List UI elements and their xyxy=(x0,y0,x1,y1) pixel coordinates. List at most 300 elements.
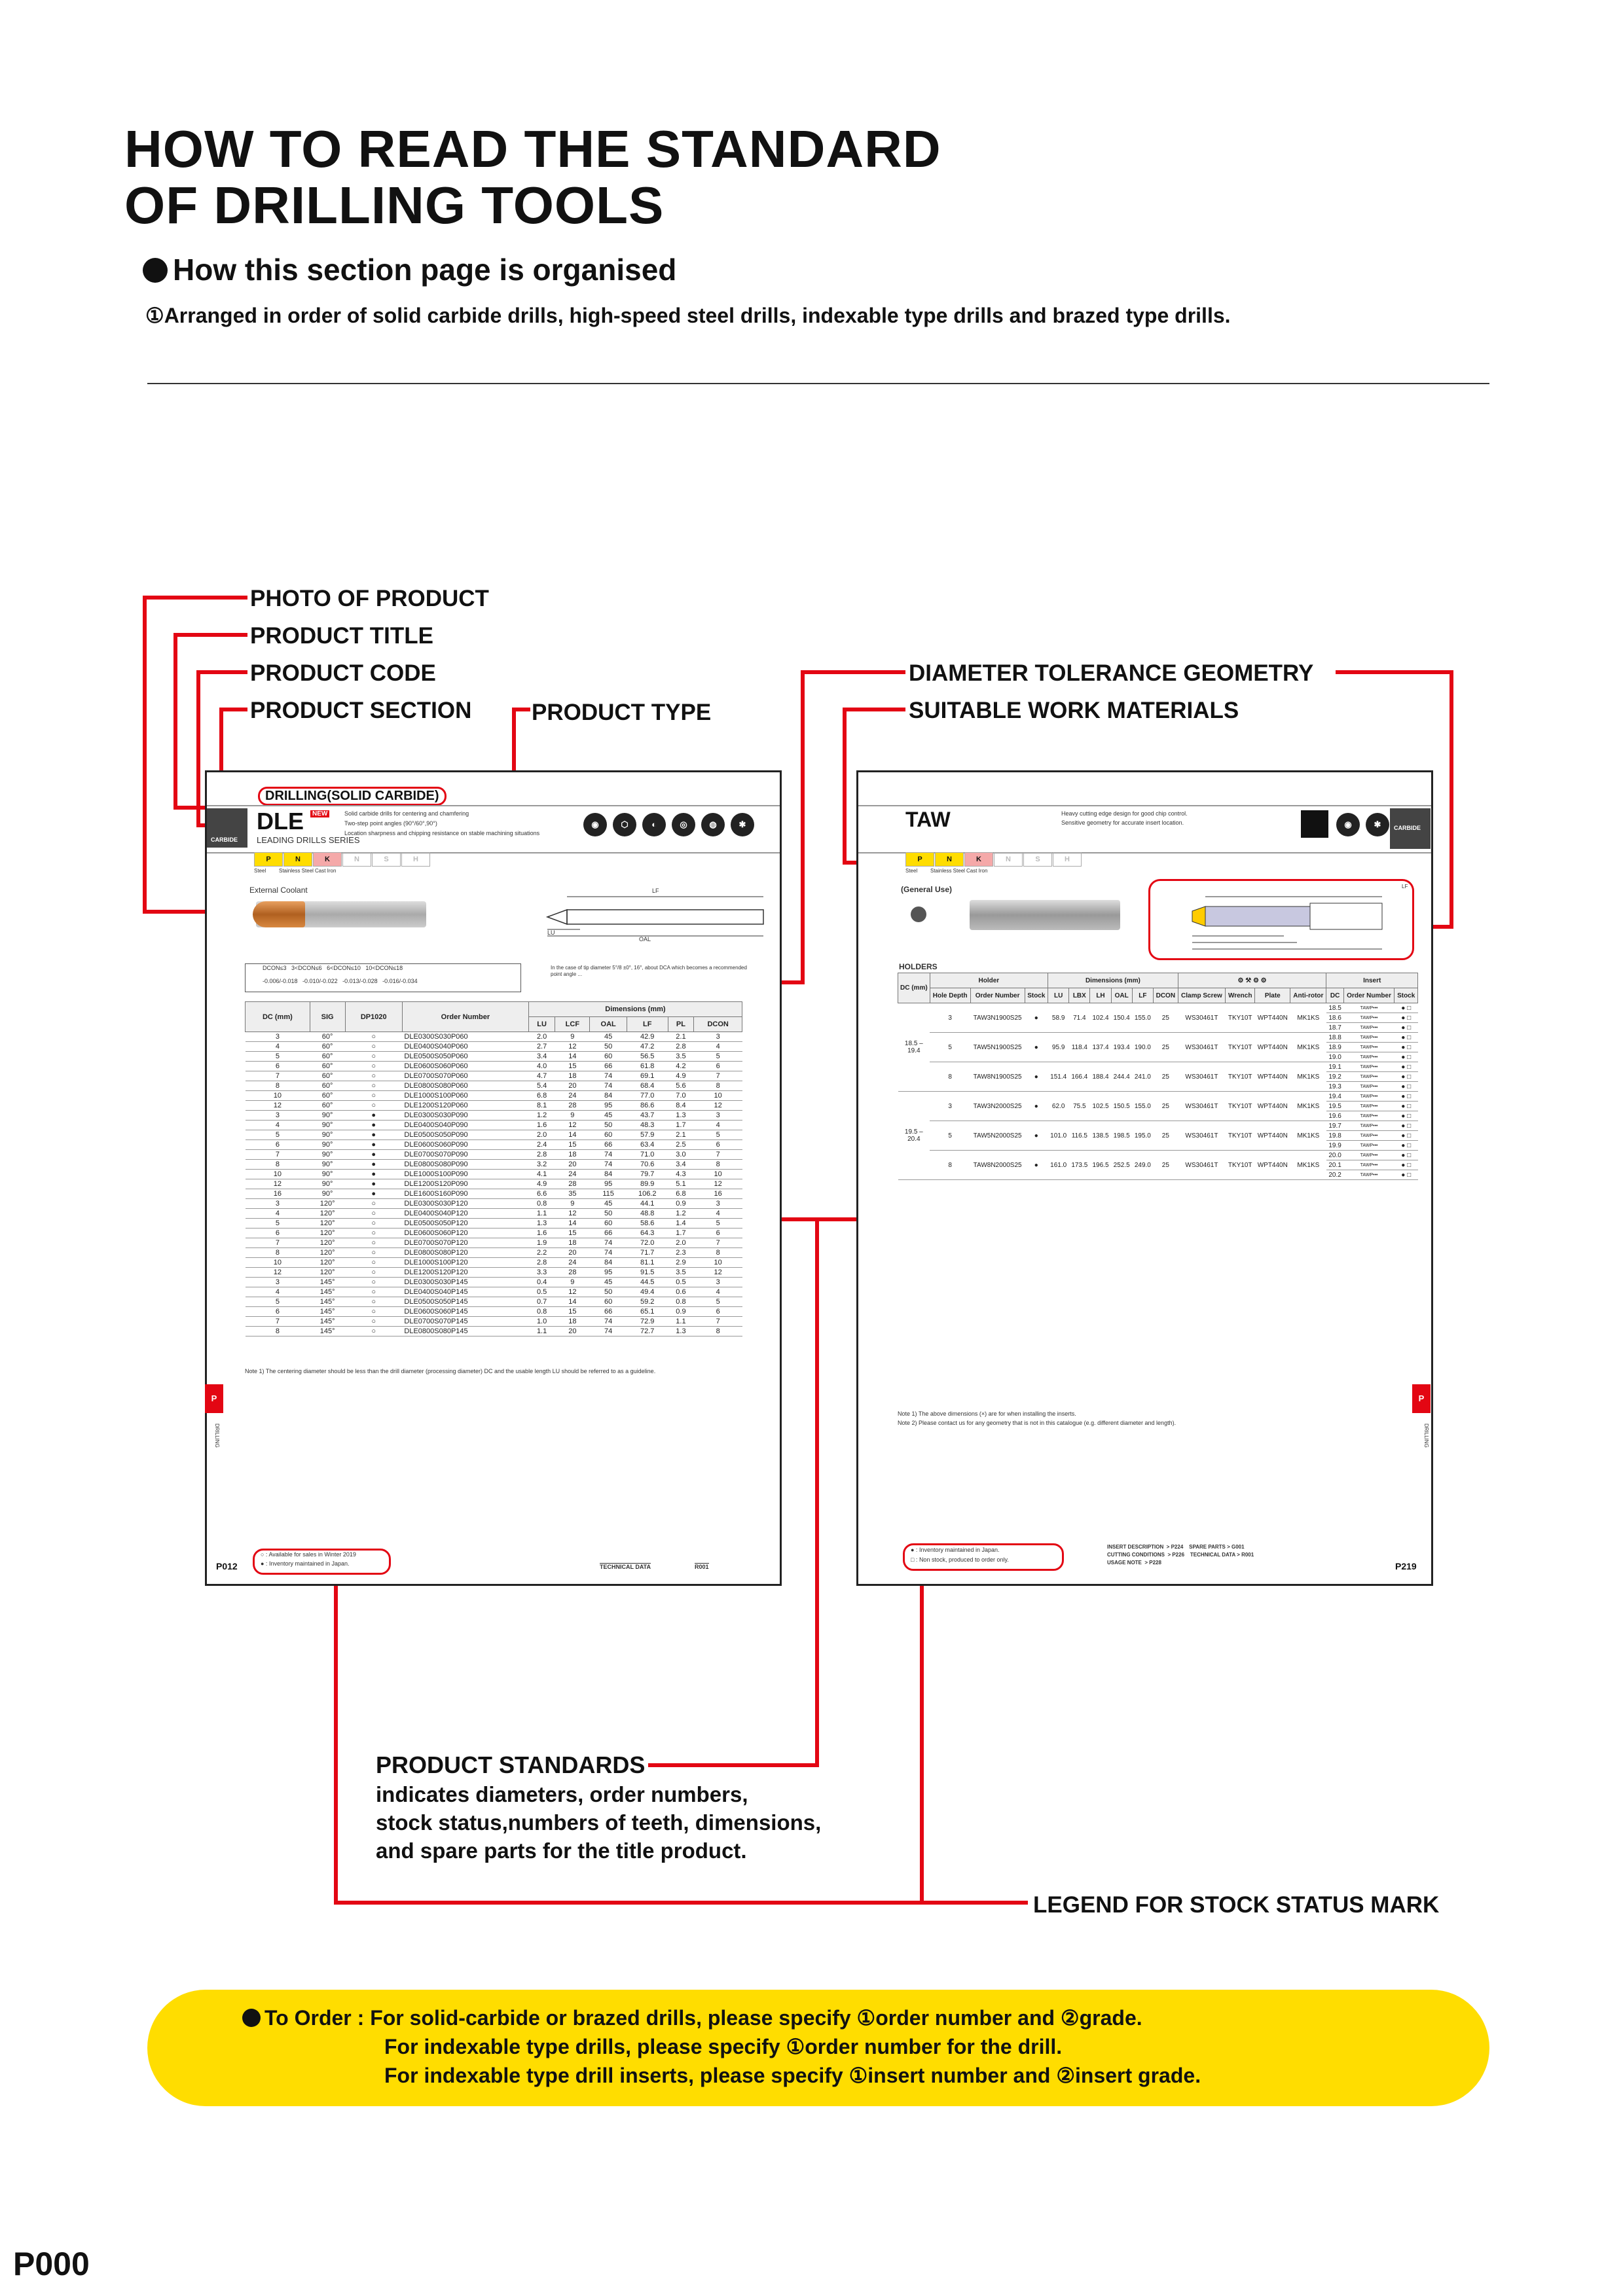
table-cell: 1.3 xyxy=(668,1327,694,1336)
coolant-icon-right: ◉ xyxy=(1336,813,1360,836)
tolerance-header: DCON≤3 3<DCON≤6 6<DCON≤10 10<DCON≤18 xyxy=(263,965,403,971)
table-cell: 1.7 xyxy=(668,1229,694,1238)
col-dc: DC (mm) xyxy=(246,1002,310,1032)
right-catalog-page xyxy=(856,770,1433,1586)
table-cell: ○ xyxy=(345,1219,402,1229)
order-line-2: For indexable type drills, please specify ①order number for the drill. xyxy=(384,2035,1063,2058)
table-row xyxy=(898,1033,1418,1043)
table-cell: WS30461T xyxy=(1178,1003,1225,1033)
table-cell: 25 xyxy=(1153,1033,1178,1062)
table-cell: ● xyxy=(345,1160,402,1170)
table-cell: 4.1 xyxy=(528,1170,555,1179)
table-cell: 1.9 xyxy=(528,1238,555,1248)
legend-right-2: □ : Non stock, produced to order only. xyxy=(911,1556,1009,1563)
table-cell: 16 xyxy=(246,1189,310,1199)
table-cell: DLE0400S040P090 xyxy=(402,1121,528,1130)
table-cell: ○ xyxy=(345,1071,402,1081)
callout-section: PRODUCT SECTION xyxy=(250,698,472,723)
insert-dc: 19.8 xyxy=(1326,1131,1343,1141)
table-row xyxy=(246,1297,742,1307)
table-cell: 90° xyxy=(310,1140,345,1150)
section-heading-text: How this section page is organised xyxy=(173,253,677,287)
table-cell: 14 xyxy=(555,1219,590,1229)
table-cell: 4.0 xyxy=(528,1062,555,1071)
insert-order: TAWP••• xyxy=(1343,1111,1395,1121)
table-cell: 15 xyxy=(555,1229,590,1238)
table-cell: ○ xyxy=(345,1081,402,1091)
table-cell: 198.5 xyxy=(1111,1121,1132,1151)
table-cell: 90° xyxy=(310,1189,345,1199)
material-h-right: H xyxy=(1053,852,1082,867)
table-cell: 8 xyxy=(930,1151,970,1180)
legend-left-2: ● : Inventory maintained in Japan. xyxy=(261,1560,350,1567)
table-cell: 145° xyxy=(310,1327,345,1336)
table-row xyxy=(246,1091,742,1101)
insert-dc: 19.4 xyxy=(1326,1092,1343,1102)
table-cell: 2.2 xyxy=(528,1248,555,1258)
table-cell: 2.8 xyxy=(528,1150,555,1160)
table-cell: 5 xyxy=(930,1121,970,1151)
table-cell: 63.4 xyxy=(627,1140,668,1150)
table-cell: 6 xyxy=(246,1062,310,1071)
table-cell: ● xyxy=(345,1150,402,1160)
table-cell: DLE0300S030P090 xyxy=(402,1111,528,1121)
table-cell: ● xyxy=(345,1170,402,1179)
table-row xyxy=(246,1160,742,1170)
table-cell: 59.2 xyxy=(627,1297,668,1307)
table-cell: 84 xyxy=(590,1258,627,1268)
table-cell: 1.1 xyxy=(528,1209,555,1219)
table-cell: 244.4 xyxy=(1111,1062,1132,1092)
insert-order: TAWP••• xyxy=(1343,1170,1395,1180)
table-row xyxy=(246,1130,742,1140)
table-cell: 25 xyxy=(1153,1151,1178,1180)
holder-dimension-drawing xyxy=(1159,884,1402,956)
table-cell: 195.0 xyxy=(1132,1121,1153,1151)
table-row xyxy=(246,1081,742,1091)
table-cell: 4 xyxy=(694,1042,742,1052)
table-cell: DLE0700S070P090 xyxy=(402,1150,528,1160)
bullet-2: Two-step point angles (90°/60°,90°) xyxy=(344,820,437,827)
table-cell: MK1KS xyxy=(1290,1003,1326,1033)
table-cell: 190.0 xyxy=(1132,1033,1153,1062)
table-cell: ● xyxy=(1025,1003,1048,1033)
side-tab-right[interactable]: P xyxy=(1412,1384,1431,1413)
table-cell: 60 xyxy=(590,1130,627,1140)
h-col-dim: Dimensions (mm) xyxy=(1048,973,1178,988)
table-cell: 57.9 xyxy=(627,1130,668,1140)
table-cell: 24 xyxy=(555,1170,590,1179)
table-cell: WS30461T xyxy=(1178,1121,1225,1151)
table-cell: 66 xyxy=(590,1062,627,1071)
insert-order: TAWP••• xyxy=(1343,1062,1395,1072)
table-cell: 14 xyxy=(555,1130,590,1140)
series-name: LEADING DRILLS SERIES xyxy=(257,835,360,845)
insert-order: TAWP••• xyxy=(1343,1023,1395,1033)
col-lu: LU xyxy=(528,1017,555,1032)
callout-title: PRODUCT TITLE xyxy=(250,623,433,649)
table-cell: 1.6 xyxy=(528,1121,555,1130)
table-cell: ○ xyxy=(345,1278,402,1287)
table-cell: DLE0600S060P090 xyxy=(402,1140,528,1150)
table-row xyxy=(246,1238,742,1248)
table-cell: WPT440N xyxy=(1255,1151,1290,1180)
tech-data-left: TECHNICAL DATA xyxy=(600,1564,651,1570)
footer-page-number: P000 xyxy=(13,2246,90,2282)
table-row xyxy=(246,1209,742,1219)
material-name-castiron: Cast Iron xyxy=(315,868,337,874)
order-line-1 xyxy=(242,2004,1142,2032)
table-cell: 5 xyxy=(930,1033,970,1062)
table-cell: 74 xyxy=(590,1327,627,1336)
table-cell: WS30461T xyxy=(1178,1092,1225,1121)
table-cell: 8 xyxy=(246,1160,310,1170)
table-cell: ○ xyxy=(345,1032,402,1042)
table-cell: 5.6 xyxy=(668,1081,694,1091)
table-cell: ○ xyxy=(345,1258,402,1268)
table-cell: 18 xyxy=(555,1317,590,1327)
side-label-right: DRILLING xyxy=(1423,1424,1429,1448)
table-cell: 71.7 xyxy=(627,1248,668,1258)
table-cell: TKY10T xyxy=(1226,1062,1255,1092)
table-cell: 10 xyxy=(246,1091,310,1101)
table-cell: 74 xyxy=(590,1160,627,1170)
table-cell: 1.2 xyxy=(668,1209,694,1219)
table-cell: 68.4 xyxy=(627,1081,668,1091)
section-subtitle: ①Arranged in order of solid carbide drills, high-speed steel drills, indexable type drills and brazed type drills. xyxy=(145,304,1231,327)
insert-stock: ● □ xyxy=(1395,1033,1418,1043)
table-cell: 6.8 xyxy=(668,1189,694,1199)
table-cell: 47.2 xyxy=(627,1042,668,1052)
table-cell: TKY10T xyxy=(1226,1033,1255,1062)
insert-stock: ● □ xyxy=(1395,1072,1418,1082)
side-label-left: DRILLING xyxy=(214,1424,220,1448)
callout-materials: SUITABLE WORK MATERIALS xyxy=(909,698,1239,723)
h-col-clamp: Clamp Screw xyxy=(1178,988,1225,1003)
table-cell: 24 xyxy=(555,1258,590,1268)
table-cell: 72.0 xyxy=(627,1238,668,1248)
table-cell: 10 xyxy=(694,1258,742,1268)
table-cell: 3 xyxy=(930,1092,970,1121)
table-cell: ○ xyxy=(345,1229,402,1238)
bullet-icon xyxy=(143,258,168,283)
insert-order: TAWP••• xyxy=(1343,1082,1395,1092)
table-cell: 7.0 xyxy=(668,1091,694,1101)
table-cell: 8 xyxy=(246,1327,310,1336)
table-cell: 1.1 xyxy=(528,1327,555,1336)
table-cell: ○ xyxy=(345,1101,402,1111)
ref-2d[interactable]: R001 xyxy=(1241,1552,1254,1558)
ref-2b[interactable]: P226 xyxy=(1172,1552,1185,1558)
table-cell: ○ xyxy=(345,1062,402,1071)
table-cell: 3 xyxy=(694,1278,742,1287)
side-tab-left[interactable]: P xyxy=(205,1384,223,1413)
insert-dc: 20.2 xyxy=(1326,1170,1343,1180)
h-col-lh: LH xyxy=(1090,988,1111,1003)
table-cell: WPT440N xyxy=(1255,1092,1290,1121)
table-cell: DLE0300S030P145 xyxy=(402,1278,528,1287)
table-cell: 9 xyxy=(555,1111,590,1121)
table-cell: 6.6 xyxy=(528,1189,555,1199)
table-cell: DLE0300S030P060 xyxy=(402,1032,528,1042)
insert-stock: ● □ xyxy=(1395,1121,1418,1131)
table-cell: 1.4 xyxy=(668,1219,694,1229)
table-cell: 25 xyxy=(1153,1092,1178,1121)
table-cell: 50 xyxy=(590,1209,627,1219)
table-cell: 3.5 xyxy=(668,1268,694,1278)
ref-1b[interactable]: P224 xyxy=(1171,1544,1184,1550)
insert-dc: 18.9 xyxy=(1326,1043,1343,1052)
table-cell: 4 xyxy=(246,1121,310,1130)
table-cell: 3.4 xyxy=(528,1052,555,1062)
material-s: S xyxy=(372,852,401,867)
table-cell: 9 xyxy=(555,1278,590,1287)
table-cell: DLE0800S080P145 xyxy=(402,1327,528,1336)
table-cell: 4.2 xyxy=(668,1062,694,1071)
ref-3b[interactable]: P228 xyxy=(1149,1560,1161,1566)
shank-icon: ◍ xyxy=(701,813,725,836)
material-name-castiron-right: Cast Iron xyxy=(966,868,988,874)
table-cell: 115 xyxy=(590,1189,627,1199)
bullet-3: Location sharpness and chipping resistance on stable machining situations xyxy=(344,830,540,836)
table-cell: TAW8N2000S25 xyxy=(970,1151,1025,1180)
table-cell: DLE0400S040P145 xyxy=(402,1287,528,1297)
table-cell: 25 xyxy=(1153,1003,1178,1033)
table-cell: WS30461T xyxy=(1178,1033,1225,1062)
table-cell: ● xyxy=(345,1121,402,1130)
h-col-lu: LU xyxy=(1048,988,1069,1003)
table-cell: 6 xyxy=(694,1140,742,1150)
table-cell: 86.6 xyxy=(627,1101,668,1111)
table-cell: MK1KS xyxy=(1290,1151,1326,1180)
table-cell: 0.6 xyxy=(668,1287,694,1297)
material-n: N xyxy=(283,852,312,867)
table-cell: ○ xyxy=(345,1238,402,1248)
table-cell: 60° xyxy=(310,1071,345,1081)
table-cell: 2.8 xyxy=(528,1258,555,1268)
table-cell: ○ xyxy=(345,1052,402,1062)
table-cell: 145° xyxy=(310,1278,345,1287)
drill-type-icon: ◉ xyxy=(583,813,607,836)
table-cell: 10 xyxy=(694,1170,742,1179)
table-cell: DLE0400S040P120 xyxy=(402,1209,528,1219)
holder-photo xyxy=(970,900,1120,930)
table-cell: 4.7 xyxy=(528,1071,555,1081)
insert-order: TAWP••• xyxy=(1343,1160,1395,1170)
table-cell: 145° xyxy=(310,1317,345,1327)
callout-diameter: DIAMETER TOLERANCE GEOMETRY xyxy=(909,660,1314,686)
table-cell: 64.3 xyxy=(627,1229,668,1238)
table-cell: DLE1000S100P120 xyxy=(402,1258,528,1268)
table-cell: 61.8 xyxy=(627,1062,668,1071)
table-cell: 15 xyxy=(555,1307,590,1317)
table-cell: 15 xyxy=(555,1062,590,1071)
table-cell: 43.7 xyxy=(627,1111,668,1121)
callout-code: PRODUCT CODE xyxy=(250,660,436,686)
table-cell: 0.9 xyxy=(668,1307,694,1317)
table-cell: 90° xyxy=(310,1150,345,1160)
table-cell: 0.9 xyxy=(668,1199,694,1209)
table-cell: 58.9 xyxy=(1048,1003,1069,1033)
h-col-parts: ⚙ ⚒ ⚙ ⚙ xyxy=(1178,973,1326,988)
table-cell: 6 xyxy=(246,1229,310,1238)
table-row xyxy=(246,1179,742,1189)
table-cell: 91.5 xyxy=(627,1268,668,1278)
table-cell: 24 xyxy=(555,1091,590,1101)
table-cell: TKY10T xyxy=(1226,1092,1255,1121)
table-cell: 116.5 xyxy=(1069,1121,1090,1151)
col-pl: PL xyxy=(668,1017,694,1032)
table-cell: 9 xyxy=(555,1199,590,1209)
col-dimensions: Dimensions (mm) xyxy=(528,1002,742,1017)
table-cell: 18 xyxy=(555,1071,590,1081)
ref-2a: CUTTING CONDITIONS xyxy=(1107,1552,1165,1558)
insert-stock: ● □ xyxy=(1395,1052,1418,1062)
table-cell: 74 xyxy=(590,1317,627,1327)
insert-dc: 20.0 xyxy=(1326,1151,1343,1160)
coating-icon: ✱ xyxy=(731,813,754,836)
table-cell: 1.0 xyxy=(528,1317,555,1327)
table-cell: 6 xyxy=(246,1307,310,1317)
table-cell: 84 xyxy=(590,1091,627,1101)
h-col-oal: OAL xyxy=(1111,988,1132,1003)
h-col-dc: DC (mm) xyxy=(898,973,930,1003)
insert-stock: ● □ xyxy=(1395,1082,1418,1092)
table-cell: 7 xyxy=(246,1071,310,1081)
insert-order: TAWP••• xyxy=(1343,1102,1395,1111)
table-cell: ○ xyxy=(345,1248,402,1258)
table-cell: 60° xyxy=(310,1042,345,1052)
insert-dc: 18.7 xyxy=(1326,1023,1343,1033)
holders-title: HOLDERS xyxy=(899,962,938,971)
table-cell: 4 xyxy=(246,1042,310,1052)
legend-right-1: ● : Inventory maintained in Japan. xyxy=(911,1547,1000,1553)
table-row xyxy=(246,1268,742,1278)
callout-type: PRODUCT TYPE xyxy=(532,700,712,725)
table-cell: 0.8 xyxy=(668,1297,694,1307)
insert-dc: 19.7 xyxy=(1326,1121,1343,1131)
table-cell: 72.9 xyxy=(627,1317,668,1327)
h-col-stock: Stock xyxy=(1025,988,1048,1003)
table-row xyxy=(246,1042,742,1052)
table-cell: TAW3N2000S25 xyxy=(970,1092,1025,1121)
h-col-depth: Hole Depth xyxy=(930,988,970,1003)
table-cell: 66 xyxy=(590,1307,627,1317)
insert-order: TAWP••• xyxy=(1343,1003,1395,1013)
table-cell: 74 xyxy=(590,1238,627,1248)
callout-legend: LEGEND FOR STOCK STATUS MARK xyxy=(1033,1892,1440,1918)
insert-stock: ● □ xyxy=(1395,1170,1418,1180)
table-cell: 2.1 xyxy=(668,1130,694,1140)
right-bullet-1: Heavy cutting edge design for good chip control. xyxy=(1061,810,1188,817)
table-cell: 8 xyxy=(246,1081,310,1091)
dc-range: 18.5 – 19.4 xyxy=(898,1003,930,1092)
table-row xyxy=(246,1327,742,1336)
table-cell: 28 xyxy=(555,1268,590,1278)
material-n2: N xyxy=(342,852,371,867)
table-cell: 155.0 xyxy=(1132,1003,1153,1033)
table-cell: 252.5 xyxy=(1111,1151,1132,1180)
table-cell: ● xyxy=(1025,1062,1048,1092)
table-row xyxy=(246,1052,742,1062)
table-cell: DLE1600S160P090 xyxy=(402,1189,528,1199)
standards-line-2: stock status,numbers of teeth, dimensions, xyxy=(376,1810,822,1835)
new-badge: NEW xyxy=(310,810,329,817)
table-cell: 0.8 xyxy=(528,1199,555,1209)
ref-1d[interactable]: G001 xyxy=(1231,1544,1245,1550)
dim-lf-right: LF xyxy=(1402,884,1408,889)
table-cell: DLE0500S050P145 xyxy=(402,1297,528,1307)
table-cell: 8 xyxy=(694,1160,742,1170)
table-cell: 120° xyxy=(310,1219,345,1229)
insert-dc: 18.6 xyxy=(1326,1013,1343,1023)
material-s-right: S xyxy=(1023,852,1052,867)
table-cell: 155.0 xyxy=(1132,1092,1153,1121)
col-oal: OAL xyxy=(590,1017,627,1032)
table-cell: WPT440N xyxy=(1255,1003,1290,1033)
table-cell: 2.7 xyxy=(528,1042,555,1052)
table-cell: DLE1200S120P120 xyxy=(402,1268,528,1278)
material-h: H xyxy=(401,852,430,867)
table-cell: 28 xyxy=(555,1101,590,1111)
table-cell: 90° xyxy=(310,1160,345,1170)
table-cell: 12 xyxy=(246,1101,310,1111)
coolant-icon: ⬡ xyxy=(613,813,636,836)
product-name: DLE xyxy=(257,808,304,834)
h-col-holder: Holder xyxy=(930,973,1048,988)
table-cell: 120° xyxy=(310,1258,345,1268)
table-cell: WPT440N xyxy=(1255,1121,1290,1151)
table-cell: 2.0 xyxy=(668,1238,694,1248)
table-cell: 5 xyxy=(246,1130,310,1140)
table-cell: 7 xyxy=(246,1317,310,1327)
table-cell: 60° xyxy=(310,1091,345,1101)
general-use: (General Use) xyxy=(901,885,953,894)
table-cell: DLE0800S080P060 xyxy=(402,1081,528,1091)
right-bullet-2: Sensitive geometry for accurate insert location. xyxy=(1061,819,1184,826)
table-cell: 45 xyxy=(590,1278,627,1287)
order-line-3: For indexable type drill inserts, please specify ①insert number and ②insert grade. xyxy=(384,2064,1201,2087)
table-cell: 6 xyxy=(694,1229,742,1238)
table-cell: 60 xyxy=(590,1297,627,1307)
table-cell: 56.5 xyxy=(627,1052,668,1062)
table-cell: 3.3 xyxy=(528,1268,555,1278)
table-cell: WS30461T xyxy=(1178,1151,1225,1180)
table-cell: 102.5 xyxy=(1090,1092,1111,1121)
table-cell: 120° xyxy=(310,1268,345,1278)
table-cell: 8 xyxy=(930,1062,970,1092)
table-cell: 95 xyxy=(590,1179,627,1189)
table-cell: 2.8 xyxy=(668,1042,694,1052)
table-cell: 5 xyxy=(694,1219,742,1229)
table-cell: 60° xyxy=(310,1032,345,1042)
col-lf: LF xyxy=(627,1017,668,1032)
table-cell: 20 xyxy=(555,1160,590,1170)
material-name-steel-right: Steel xyxy=(905,868,918,874)
table-cell: 5.1 xyxy=(668,1179,694,1189)
page-title xyxy=(124,121,941,234)
table-cell: 25 xyxy=(1153,1121,1178,1151)
table-cell: DLE0800S080P090 xyxy=(402,1160,528,1170)
insert-stock: ● □ xyxy=(1395,1023,1418,1033)
table-cell: 81.1 xyxy=(627,1258,668,1268)
standards-line-1: indicates diameters, order numbers, xyxy=(376,1782,748,1806)
insert-dc: 20.1 xyxy=(1326,1160,1343,1170)
table-cell: 77.0 xyxy=(627,1091,668,1101)
table-cell: 8 xyxy=(694,1081,742,1091)
insert-dc: 19.3 xyxy=(1326,1082,1343,1092)
table-cell: 12 xyxy=(694,1268,742,1278)
